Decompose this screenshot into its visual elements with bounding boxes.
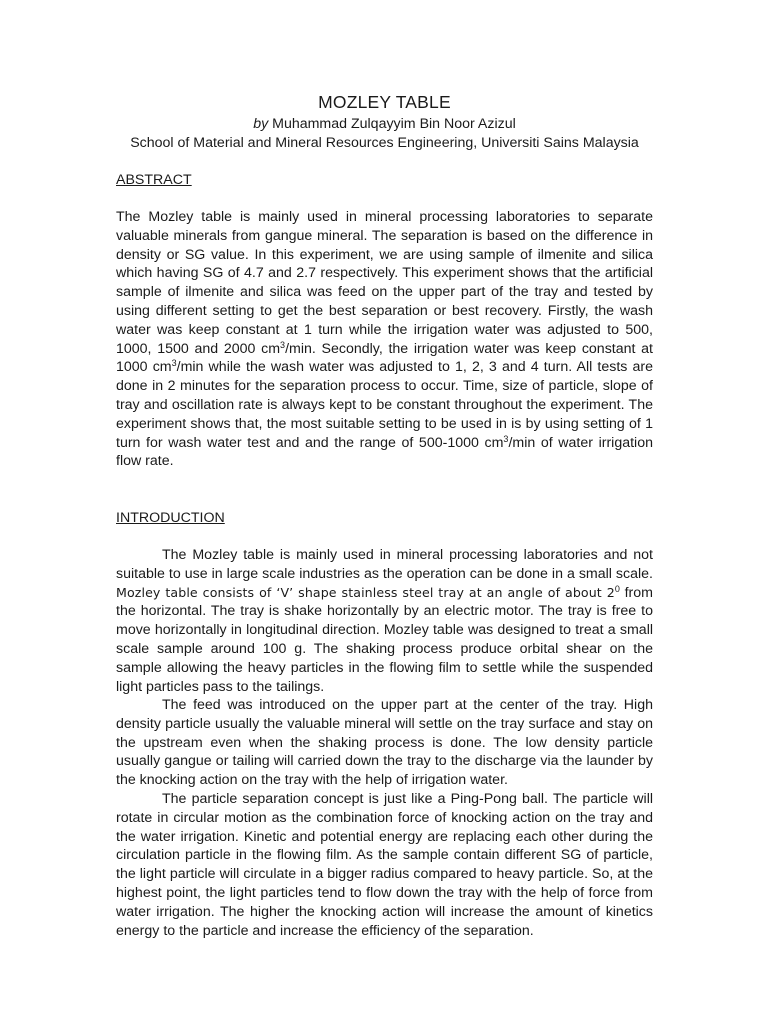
superscript: 3: [280, 339, 286, 350]
intro-p1-text-c: from the horizontal. The tray is shake horizontally by an electric motor. The tray is free to move horizontally in longitudinal direction. Mozley table was designed to treat a small scale sample around 100 g. The shaking process produce orbital shear on the sample allowing the heavy particles in the flowing film to settle while the suspended light particles pass to the tailings.: [116, 584, 653, 695]
superscript: 0: [614, 583, 620, 594]
author-name: Muhammad Zulqayyim Bin Noor Azizul: [268, 116, 516, 132]
introduction-heading: INTRODUCTION: [116, 510, 225, 526]
superscript: 3: [171, 358, 177, 369]
introduction-paragraph-1: [116, 546, 653, 696]
introduction-paragraph-3: The particle separation concept is just like a Ping-Pong ball. The particle will rotate in circular motion as the combination force of knocking action on the tray and the water irrigation. Kinetic and potential energy are replacing each other during the circulation particle in the flowing film. As the sample contain different SG of particle, the light particle will circulate in a bigger radius compared to heavy particle. So, at the highest point, the light particles tend to flow down the tray with the help of force from water irrigation. The higher the knocking action will increase the amount of kinetics energy to the particle and increase the efficiency of the separation.: [116, 791, 653, 939]
author-byline: [116, 116, 653, 132]
superscript: 3: [503, 433, 509, 444]
abstract-paragraph: [116, 208, 653, 471]
abstract-heading: ABSTRACT: [116, 172, 192, 188]
byline-prefix: by: [253, 116, 269, 132]
affiliation: School of Material and Mineral Resources Engineering, Universiti Sains Malaysia: [130, 135, 639, 151]
intro-p1-text-a: The Mozley table is mainly used in mineral processing laboratories and not suitable to use in large scale industries as the operation can be done in a small scale.: [116, 547, 653, 582]
abstract-text-2: /min. Secondly, the irrigation water was keep constant at 1000 cm: [116, 340, 653, 376]
document-title: MOZLEY TABLE: [318, 92, 451, 112]
abstract-text-1: The Mozley table is mainly used in mineral processing laboratories to separate valuable minerals from gangue mineral. The separation is based on the difference in density or SG value. In this experiment, we are using sample of ilmenite and silica which having SG of 4.7 and 2.7 respectively. This experiment shows that the artificial sample of ilmenite and silica was feed on the upper part of the tray and tested by using different setting to get the best separation or best recovery. Firstly, the wash water was keep constant at 1 turn while the irrigation water was adjusted to 500, 1000, 1500 and 2000 cm: [116, 209, 653, 357]
abstract-text-4: /min of water irrigation flow rate.: [116, 434, 653, 470]
intro-p1-text-b: Mozley table consists of ‘V’ shape stainless steel tray at an angle of about 2: [116, 584, 615, 600]
introduction-paragraph-2: The feed was introduced on the upper part at the center of the tray. High density particle usually the valuable mineral will settle on the tray surface and stay on the upstream even when the shaking process is done. The low density particle usually gangue or tailing will carried down the tray to the discharge via the launder by the knocking action on the tray with the help of irrigation water.: [116, 697, 653, 789]
abstract-text-3: /min while the wash water was adjusted to 1, 2, 3 and 4 turn. All tests are done in 2 minutes for the separation process to occur. Time, size of particle, slope of tray and oscillation rate is always kept to be constant throughout the experiment. The experiment shows that, the most suitable setting to be used in is by using setting of 1 turn for wash water test and and the range of 500-1000 cm: [116, 359, 653, 451]
